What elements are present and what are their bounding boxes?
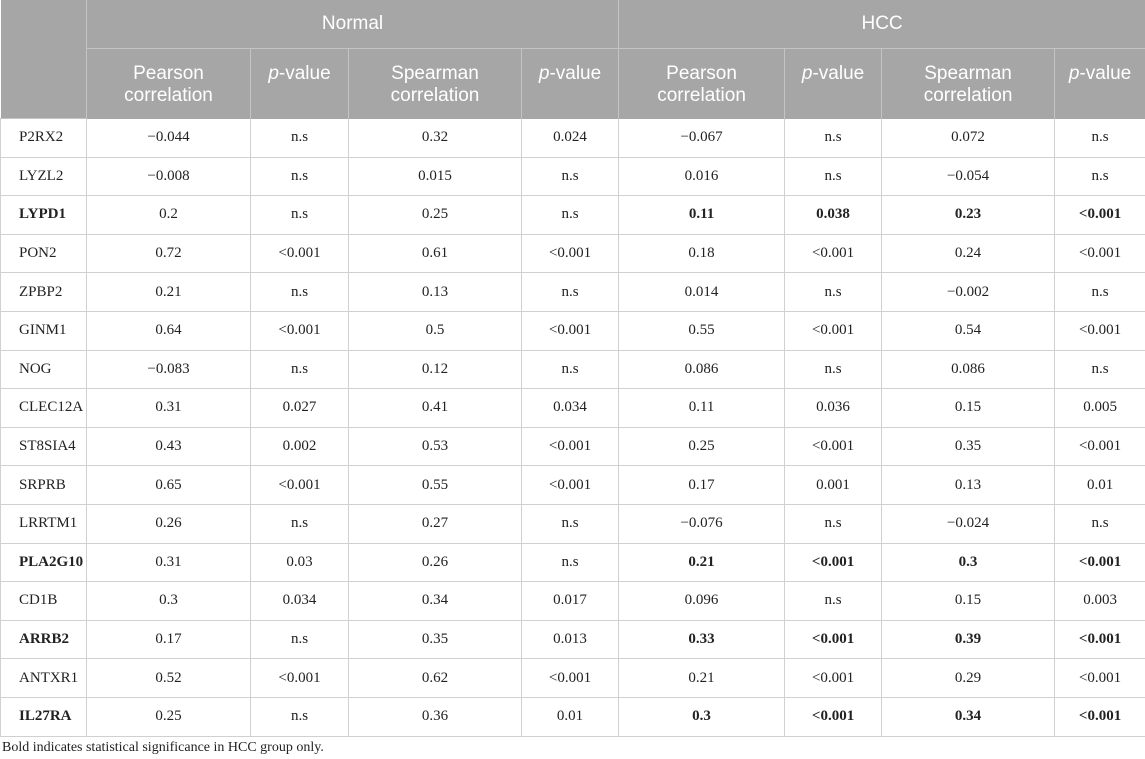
hcc-pearson-pvalue-header: [785, 49, 882, 119]
gene-cell: LYZL2: [1, 157, 87, 196]
correlation-label: correlation: [390, 85, 480, 106]
normal-spearman-cell: 0.13: [349, 273, 522, 312]
hcc-pearson-pvalue-cell: 0.001: [785, 466, 882, 505]
hcc-spearman-cell: 0.072: [882, 119, 1055, 158]
normal-spearman-cell: 0.32: [349, 119, 522, 158]
p-label: p: [801, 63, 813, 84]
hcc-pearson-cell: 0.18: [619, 234, 785, 273]
normal-pearson-cell: 0.2: [87, 196, 251, 235]
hcc-spearman-cell: −0.002: [882, 273, 1055, 312]
normal-pearson-pvalue-cell: 0.03: [251, 543, 349, 582]
table-row: [1, 504, 1145, 543]
hcc-spearman-cell: 0.35: [882, 427, 1055, 466]
hcc-pearson-cell: 0.55: [619, 311, 785, 350]
table-row: [1, 311, 1145, 350]
table-row: [1, 157, 1145, 196]
normal-spearman-cell: 0.34: [349, 582, 522, 621]
spearman-label: Spearman: [924, 63, 1012, 84]
hcc-spearman-pvalue-cell: <0.001: [1055, 659, 1145, 698]
normal-spearman-cell: 0.41: [349, 389, 522, 428]
gene-cell: CD1B: [1, 582, 87, 621]
hcc-pearson-cell: 0.016: [619, 157, 785, 196]
table-row: [1, 582, 1145, 621]
gene-cell: GINM1: [1, 311, 87, 350]
normal-spearman-cell: 0.36: [349, 697, 522, 736]
normal-pearson-cell: 0.31: [87, 389, 251, 428]
table-footnote: Bold indicates statistical significance in HCC group only.: [2, 740, 324, 755]
normal-pearson-cell: 0.3: [87, 582, 251, 621]
column-header-row: [1, 49, 1145, 119]
hcc-spearman-cell: 0.13: [882, 466, 1055, 505]
normal-pearson-pvalue-cell: 0.027: [251, 389, 349, 428]
normal-spearman-pvalue-cell: <0.001: [522, 659, 619, 698]
table-row: [1, 427, 1145, 466]
hcc-spearman-pvalue-cell: <0.001: [1055, 543, 1145, 582]
normal-spearman-pvalue-cell: <0.001: [522, 311, 619, 350]
normal-spearman-pvalue-cell: n.s: [522, 350, 619, 389]
value-suffix-label: -value: [278, 63, 331, 84]
normal-pearson-pvalue-cell: <0.001: [251, 466, 349, 505]
normal-pearson-pvalue-cell: n.s: [251, 350, 349, 389]
normal-spearman-pvalue-header: [522, 49, 619, 119]
hcc-spearman-pvalue-cell: <0.001: [1055, 234, 1145, 273]
gene-cell: ST8SIA4: [1, 427, 87, 466]
table-row: [1, 350, 1145, 389]
hcc-pearson-cell: −0.067: [619, 119, 785, 158]
normal-spearman-cell: 0.55: [349, 466, 522, 505]
normal-pearson-cell: 0.31: [87, 543, 251, 582]
hcc-spearman-pvalue-cell: n.s: [1055, 350, 1145, 389]
p-label: p: [1068, 63, 1080, 84]
hcc-spearman-cell: 0.15: [882, 582, 1055, 621]
hcc-spearman-pvalue-cell: 0.01: [1055, 466, 1145, 505]
table-row: [1, 196, 1145, 235]
hcc-spearman-cell: −0.054: [882, 157, 1055, 196]
normal-spearman-cell: 0.35: [349, 620, 522, 659]
pearson-label: Pearson: [133, 63, 204, 84]
normal-pearson-cell: −0.008: [87, 157, 251, 196]
hcc-spearman-pvalue-cell: n.s: [1055, 119, 1145, 158]
hcc-spearman-pvalue-cell: n.s: [1055, 273, 1145, 312]
hcc-pearson-cell: 0.21: [619, 543, 785, 582]
normal-pearson-pvalue-cell: n.s: [251, 119, 349, 158]
normal-spearman-pvalue-cell: n.s: [522, 196, 619, 235]
hcc-pearson-pvalue-cell: n.s: [785, 504, 882, 543]
normal-pearson-cell: −0.044: [87, 119, 251, 158]
correlation-label: correlation: [657, 85, 746, 106]
hcc-pearson-cell: 0.33: [619, 620, 785, 659]
hcc-pearson-pvalue-cell: n.s: [785, 350, 882, 389]
hcc-pearson-pvalue-cell: 0.036: [785, 389, 882, 428]
hcc-pearson-pvalue-cell: n.s: [785, 119, 882, 158]
normal-spearman-pvalue-cell: 0.034: [522, 389, 619, 428]
normal-pearson-cell: 0.64: [87, 311, 251, 350]
normal-group-header: Normal: [87, 0, 619, 49]
hcc-pearson-pvalue-cell: n.s: [785, 273, 882, 312]
normal-spearman-pvalue-cell: <0.001: [522, 427, 619, 466]
hcc-spearman-pvalue-cell: <0.001: [1055, 427, 1145, 466]
normal-pearson-cell: −0.083: [87, 350, 251, 389]
gene-cell: ZPBP2: [1, 273, 87, 312]
group-header-row: [1, 0, 1145, 49]
normal-pearson-pvalue-cell: <0.001: [251, 311, 349, 350]
gene-cell: SRPRB: [1, 466, 87, 505]
hcc-spearman-cell: 0.34: [882, 697, 1055, 736]
normal-spearman-pvalue-cell: 0.013: [522, 620, 619, 659]
hcc-spearman-cell: 0.29: [882, 659, 1055, 698]
normal-spearman-cell: 0.5: [349, 311, 522, 350]
hcc-pearson-cell: 0.11: [619, 196, 785, 235]
normal-spearman-pvalue-cell: n.s: [522, 543, 619, 582]
gene-cell: P2RX2: [1, 119, 87, 158]
gene-column-header: [1, 0, 87, 119]
hcc-spearman-cell: 0.39: [882, 620, 1055, 659]
hcc-spearman-cell: 0.3: [882, 543, 1055, 582]
hcc-pearson-cell: 0.096: [619, 582, 785, 621]
table-header: [1, 0, 1145, 119]
hcc-pearson-pvalue-cell: <0.001: [785, 659, 882, 698]
normal-spearman-pvalue-cell: <0.001: [522, 466, 619, 505]
table-row: [1, 119, 1145, 158]
gene-cell: PLA2G10: [1, 543, 87, 582]
hcc-spearman-cell: 0.54: [882, 311, 1055, 350]
table-row: [1, 659, 1145, 698]
normal-spearman-pvalue-cell: 0.024: [522, 119, 619, 158]
table-row: [1, 466, 1145, 505]
hcc-spearman-pvalue-cell: <0.001: [1055, 697, 1145, 736]
table-row: [1, 389, 1145, 428]
hcc-spearman-cell: 0.23: [882, 196, 1055, 235]
normal-pearson-pvalue-cell: n.s: [251, 697, 349, 736]
normal-pearson-pvalue-header: [251, 49, 349, 119]
hcc-spearman-pvalue-cell: n.s: [1055, 504, 1145, 543]
normal-spearman-pvalue-cell: n.s: [522, 273, 619, 312]
normal-pearson-cell: 0.26: [87, 504, 251, 543]
normal-pearson-cell: 0.43: [87, 427, 251, 466]
normal-pearson-pvalue-cell: n.s: [251, 504, 349, 543]
normal-pearson-cell: 0.17: [87, 620, 251, 659]
hcc-pearson-pvalue-cell: n.s: [785, 157, 882, 196]
hcc-pearson-cell: 0.25: [619, 427, 785, 466]
gene-cell: CLEC12A: [1, 389, 87, 428]
normal-spearman-cell: 0.27: [349, 504, 522, 543]
table-row: [1, 273, 1145, 312]
normal-spearman-pvalue-cell: n.s: [522, 157, 619, 196]
normal-spearman-pvalue-cell: <0.001: [522, 234, 619, 273]
hcc-pearson-cell: 0.014: [619, 273, 785, 312]
p-label: p: [268, 63, 279, 84]
gene-cell: LRRTM1: [1, 504, 87, 543]
normal-pearson-cell: 0.72: [87, 234, 251, 273]
normal-spearman-cell: 0.015: [349, 157, 522, 196]
gene-cell: ANTXR1: [1, 659, 87, 698]
hcc-pearson-cell: 0.11: [619, 389, 785, 428]
hcc-spearman-pvalue-cell: 0.005: [1055, 389, 1145, 428]
normal-pearson-pvalue-cell: n.s: [251, 157, 349, 196]
normal-spearman-cell: 0.61: [349, 234, 522, 273]
spearman-label: Spearman: [391, 63, 479, 84]
normal-pearson-cell: 0.52: [87, 659, 251, 698]
normal-pearson-pvalue-cell: n.s: [251, 620, 349, 659]
hcc-pearson-header: [619, 49, 785, 119]
gene-cell: LYPD1: [1, 196, 87, 235]
table-row: [1, 697, 1145, 736]
normal-pearson-pvalue-cell: n.s: [251, 273, 349, 312]
gene-cell: PON2: [1, 234, 87, 273]
normal-pearson-pvalue-cell: <0.001: [251, 659, 349, 698]
normal-pearson-cell: 0.21: [87, 273, 251, 312]
normal-spearman-cell: 0.25: [349, 196, 522, 235]
normal-pearson-cell: 0.65: [87, 466, 251, 505]
hcc-pearson-pvalue-cell: n.s: [785, 582, 882, 621]
normal-spearman-pvalue-cell: 0.017: [522, 582, 619, 621]
gene-cell: NOG: [1, 350, 87, 389]
normal-spearman-cell: 0.26: [349, 543, 522, 582]
hcc-spearman-header: [882, 49, 1055, 119]
normal-spearman-cell: 0.53: [349, 427, 522, 466]
normal-spearman-pvalue-cell: 0.01: [522, 697, 619, 736]
hcc-pearson-cell: −0.076: [619, 504, 785, 543]
normal-pearson-pvalue-cell: 0.034: [251, 582, 349, 621]
normal-spearman-pvalue-cell: n.s: [522, 504, 619, 543]
correlation-label: correlation: [124, 85, 213, 106]
table-row: [1, 543, 1145, 582]
value-suffix-label: -value: [549, 63, 602, 84]
hcc-pearson-cell: 0.21: [619, 659, 785, 698]
hcc-spearman-cell: 0.24: [882, 234, 1055, 273]
value-suffix-label: -value: [812, 63, 865, 84]
normal-pearson-pvalue-cell: n.s: [251, 196, 349, 235]
pearson-label: Pearson: [666, 63, 737, 84]
hcc-spearman-cell: 0.15: [882, 389, 1055, 428]
hcc-spearman-pvalue-cell: n.s: [1055, 157, 1145, 196]
table-row: [1, 234, 1145, 273]
normal-pearson-header: [87, 49, 251, 119]
hcc-pearson-pvalue-cell: <0.001: [785, 697, 882, 736]
hcc-spearman-pvalue-cell: 0.003: [1055, 582, 1145, 621]
hcc-pearson-pvalue-cell: <0.001: [785, 234, 882, 273]
hcc-pearson-cell: 0.086: [619, 350, 785, 389]
hcc-pearson-pvalue-cell: 0.038: [785, 196, 882, 235]
hcc-spearman-cell: 0.086: [882, 350, 1055, 389]
hcc-spearman-pvalue-cell: <0.001: [1055, 196, 1145, 235]
hcc-pearson-cell: 0.3: [619, 697, 785, 736]
hcc-spearman-pvalue-cell: <0.001: [1055, 311, 1145, 350]
table-body: [1, 119, 1145, 737]
normal-pearson-cell: 0.25: [87, 697, 251, 736]
normal-spearman-header: [349, 49, 522, 119]
hcc-spearman-pvalue-cell: <0.001: [1055, 620, 1145, 659]
hcc-pearson-pvalue-cell: <0.001: [785, 427, 882, 466]
hcc-pearson-pvalue-cell: <0.001: [785, 620, 882, 659]
hcc-spearman-pvalue-header: [1055, 49, 1145, 119]
hcc-group-header: HCC: [619, 0, 1145, 49]
hcc-pearson-pvalue-cell: <0.001: [785, 311, 882, 350]
normal-spearman-cell: 0.62: [349, 659, 522, 698]
hcc-spearman-cell: −0.024: [882, 504, 1055, 543]
p-label: p: [538, 63, 550, 84]
normal-spearman-cell: 0.12: [349, 350, 522, 389]
value-suffix-label: -value: [1079, 63, 1132, 84]
correlation-label: correlation: [923, 85, 1013, 106]
normal-pearson-pvalue-cell: <0.001: [251, 234, 349, 273]
gene-cell: IL27RA: [1, 697, 87, 736]
hcc-pearson-pvalue-cell: <0.001: [785, 543, 882, 582]
hcc-pearson-cell: 0.17: [619, 466, 785, 505]
gene-cell: ARRB2: [1, 620, 87, 659]
normal-pearson-pvalue-cell: 0.002: [251, 427, 349, 466]
table-row: [1, 620, 1145, 659]
